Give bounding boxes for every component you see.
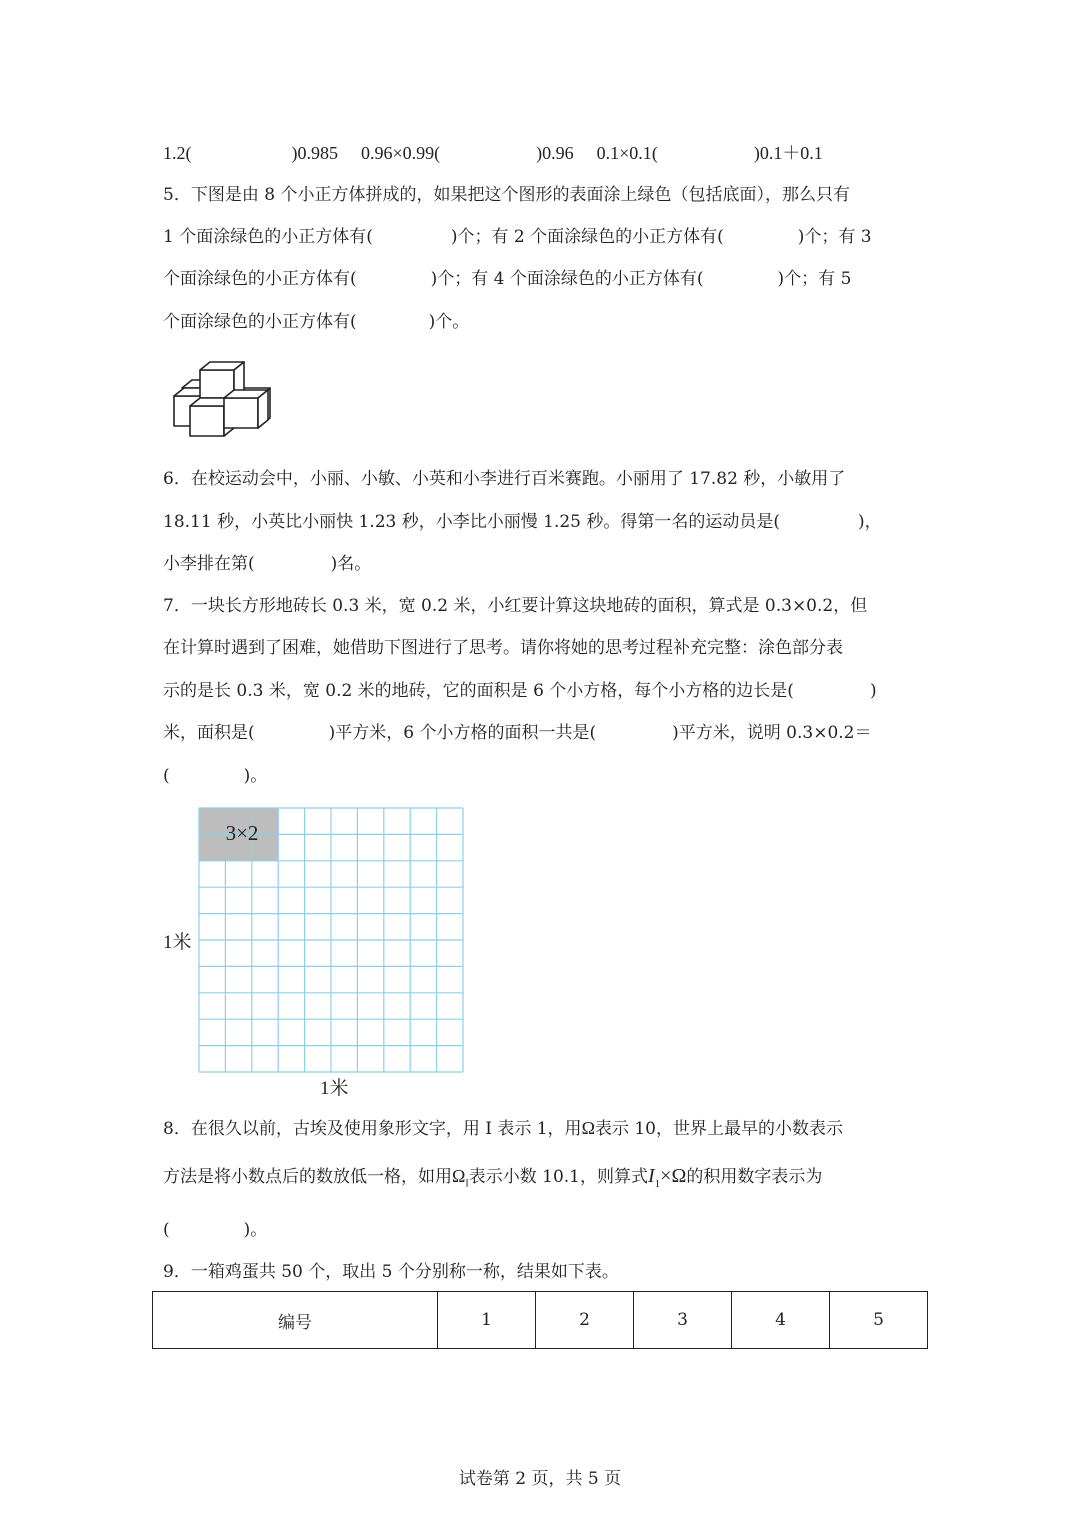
q8-line-2: 方法是将小数点后的数放低一格，如用$\Omega_I$表示小数 10.1，则算式$I_1\times\Omega$的积用数字表示为 <box>163 1165 823 1190</box>
compare-b-right: 0.96 <box>542 143 574 163</box>
omega-sub-symbol: $\Omega_I$ <box>452 1166 469 1190</box>
grid-side-label: 1米 <box>163 932 192 953</box>
q5-line-3: 个面涂绿色的小正方体有( )个；有 4 个面涂绿色的小正方体有( )个；有 5 <box>163 269 852 289</box>
cube-figure <box>168 360 278 440</box>
compare-b-left: 0.96×0.99 <box>361 143 435 163</box>
table-header-cell: 5 <box>830 1292 928 1349</box>
compare-a-right: 0.985 <box>297 143 338 163</box>
table-header-cell: 3 <box>634 1292 732 1349</box>
q6-line-2: 18.11 秒，小英比小丽快 1.23 秒，小李比小丽慢 1.25 秒。得第一名的运动员是( )， <box>163 512 882 532</box>
omega-symbol: Ω <box>581 1118 595 1138</box>
q9-line-1: 9．一箱鸡蛋共 50 个，取出 5 个分别称一称，结果如下表。 <box>163 1262 619 1282</box>
table-row <box>153 1292 928 1349</box>
q7-line-2: 在计算时遇到了困难，她借助下图进行了思考。请你将她的思考过程补充完整：涂色部分表 <box>163 638 843 658</box>
table-header-cell: 编号 <box>153 1292 438 1349</box>
egg-weight-table <box>152 1291 928 1349</box>
q5-line-4: 个面涂绿色的小正方体有( )个。 <box>163 312 470 332</box>
q7-line-3: 示的是长 0.3 米，宽 0.2 米的地砖，它的面积是 6 个小方格，每个小方格的边长是( ) <box>163 681 877 701</box>
table-header-cell: 2 <box>536 1292 634 1349</box>
table-header-cell: 4 <box>732 1292 830 1349</box>
q7-line-4: 米，面积是( )平方米，6 个小方格的面积一共是( )平方米，说明 0.3×0.2＝ <box>163 723 872 743</box>
q8-line-1: 8．在很久以前，古埃及使用象形文字，用 I 表示 1，用Ω表示 10，世界上最早的小数表示 <box>163 1118 843 1139</box>
compare-c-left: 0.1×0.1 <box>596 143 652 163</box>
table-header-cell: 1 <box>438 1292 536 1349</box>
q6-line-1: 6．在校运动会中，小丽、小敏、小英和小李进行百米赛跑。小丽用了 17.82 秒，小敏用了 <box>163 469 846 489</box>
q5-line-2: 1 个面涂绿色的小正方体有( )个；有 2 个面涂绿色的小正方体有( )个；有 3 <box>163 227 872 247</box>
grid-bottom-label: 1米 <box>320 1078 349 1099</box>
q5-line-1: 5．下图是由 8 个小正方体拼成的，如果把这个图形的表面涂上绿色（包括底面），那么只有 <box>163 185 850 205</box>
q7-line-5: ( )。 <box>163 766 268 786</box>
compare-c-right: 0.1＋0.1 <box>759 143 823 163</box>
page-footer: 试卷第 2 页，共 5 页 <box>458 1469 622 1489</box>
q7-line-1: 7．一块长方形地砖长 0.3 米，宽 0.2 米，小红要计算这块地砖的面积，算式是 0.3×0.2，但 <box>163 596 868 616</box>
q8-line-3: ( )。 <box>163 1220 268 1240</box>
grid-shade-label: 3×2 <box>225 821 259 845</box>
compare-a-left: 1.2 <box>163 143 186 163</box>
q6-line-3: 小李排在第( )名。 <box>163 554 372 574</box>
area-grid <box>198 807 466 1073</box>
compare-line: 1.2( )0.985 0.96×0.99( )0.96 0.1×0.1( )0.1＋0.1 <box>163 143 823 163</box>
expression: $I_1\times\Omega$ <box>648 1165 687 1190</box>
